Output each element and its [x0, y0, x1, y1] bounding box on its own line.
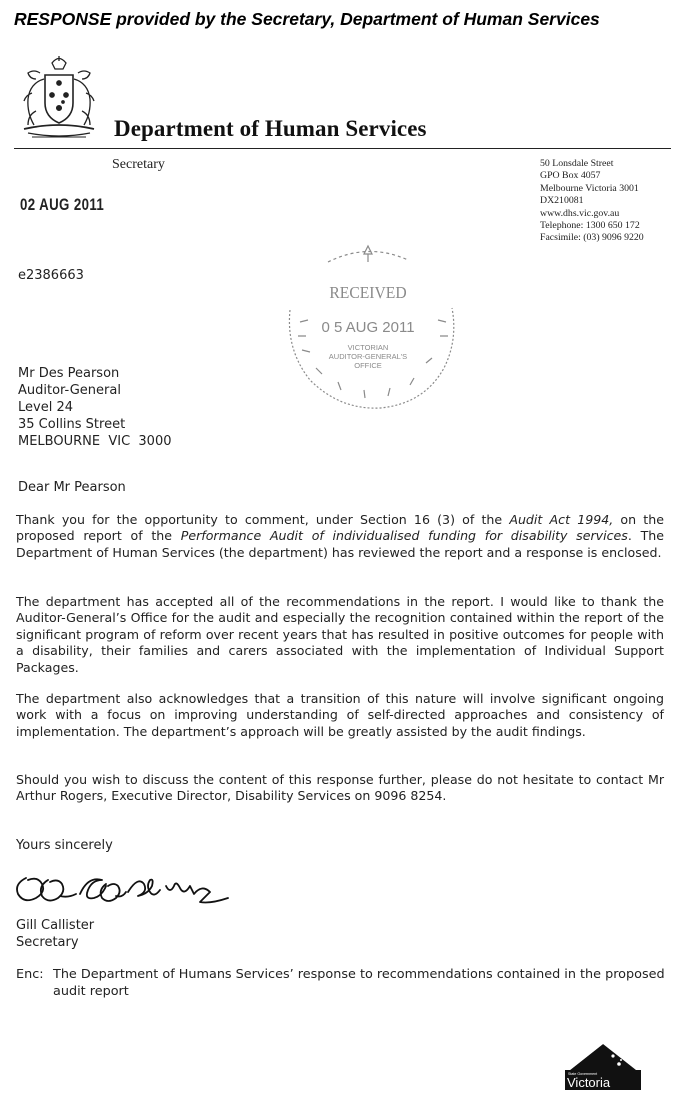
addressee-line: Mr Des Pearson	[18, 366, 120, 381]
signatory-name: Gill Callister	[16, 918, 95, 933]
body-paragraph-1	[16, 512, 664, 561]
department-name: Department of Human Services	[114, 116, 427, 141]
received-stamp-office-line: VICTORIAN	[347, 343, 389, 352]
address-line: www.dhs.vic.gov.au	[540, 207, 620, 219]
signatory-block	[16, 918, 94, 951]
enclosure-note	[16, 967, 668, 1000]
letterhead-divider	[14, 148, 671, 149]
enclosure-text: The Department of Humans Services’ response to recommendations contained in the proposed audit report	[53, 967, 665, 999]
p1-text: on the proposed report of the	[16, 512, 664, 544]
enclosure-label: Enc:	[16, 967, 44, 982]
logo-small-text: State Government	[568, 1072, 598, 1076]
addressee-block	[18, 365, 172, 450]
address-line: 50 Lonsdale Street	[540, 158, 614, 169]
contact-address-block	[540, 158, 680, 245]
logo-name: Victoria	[567, 1075, 611, 1090]
closing: Yours sincerely	[16, 838, 113, 853]
audit-act-citation: Audit Act 1994,	[509, 512, 614, 527]
page-header-title: RESPONSE provided by the Secretary, Department of Human Services	[14, 9, 600, 29]
addressee-line: MELBOURNE VIC 3000	[18, 434, 172, 449]
body-paragraph-2: The department has accepted all of the recommendations in the report. I would like to thank the Auditor-General’s Office for the audit and especially the recognition contained within the report of the significant program of reform over recent years that has resulted in positive outcomes for people with a disability, their families and carers associated with the implementation of Individual Support Packages.	[16, 594, 664, 675]
received-stamp	[268, 240, 468, 420]
coat-of-arms-logo	[18, 53, 100, 145]
address-line: GPO Box 4057	[540, 170, 601, 182]
addressee-line: Auditor-General	[18, 383, 121, 398]
received-stamp-office-line: OFFICE	[354, 361, 382, 370]
letter-date-stamp: 02 AUG 2011	[20, 195, 105, 214]
office-label: Secretary	[112, 157, 165, 172]
received-stamp-office-line: AUDITOR-GENERAL'S	[328, 352, 408, 361]
received-stamp-label: RECEIVED	[329, 282, 407, 303]
reference-number: e2386663	[18, 268, 84, 283]
p1-text: Thank you for the opportunity to comment, under Section 16 (3) of the	[16, 512, 510, 527]
body-paragraph-3: The department also acknowledges that a transition of this nature will involve significant ongoing work with a focus on improving understanding of self-directed approaches and consistency of implementation. The department’s approach will be greatly assisted by the audit findings.	[16, 691, 664, 739]
addressee-line: Level 24	[18, 400, 73, 415]
salutation: Dear Mr Pearson	[18, 480, 126, 495]
p1-text: . The Department of Human Services (the department) has reviewed the report and a response is enclosed.	[16, 528, 665, 560]
received-stamp-date: 0 5 AUG 2011	[321, 319, 415, 336]
signatory-title: Secretary	[16, 934, 79, 950]
address-line: Facsimile: (03) 9096 9220	[540, 232, 644, 244]
body-paragraph-4: Should you wish to discuss the content of this response further, please do not hesitate to contact Mr Arthur Rogers, Executive Director, Disability Services on 9096 8254.	[16, 772, 664, 804]
audit-report-title: Performance Audit of individualised funding for disability services	[180, 528, 628, 544]
addressee-line: 35 Collins Street	[18, 417, 126, 432]
address-line: DX210081	[540, 195, 584, 207]
victoria-government-logo	[563, 1040, 643, 1090]
address-line: Melbourne Victoria 3001	[540, 182, 639, 194]
address-line: Telephone: 1300 650 172	[540, 220, 640, 232]
handwritten-signature	[10, 868, 235, 910]
